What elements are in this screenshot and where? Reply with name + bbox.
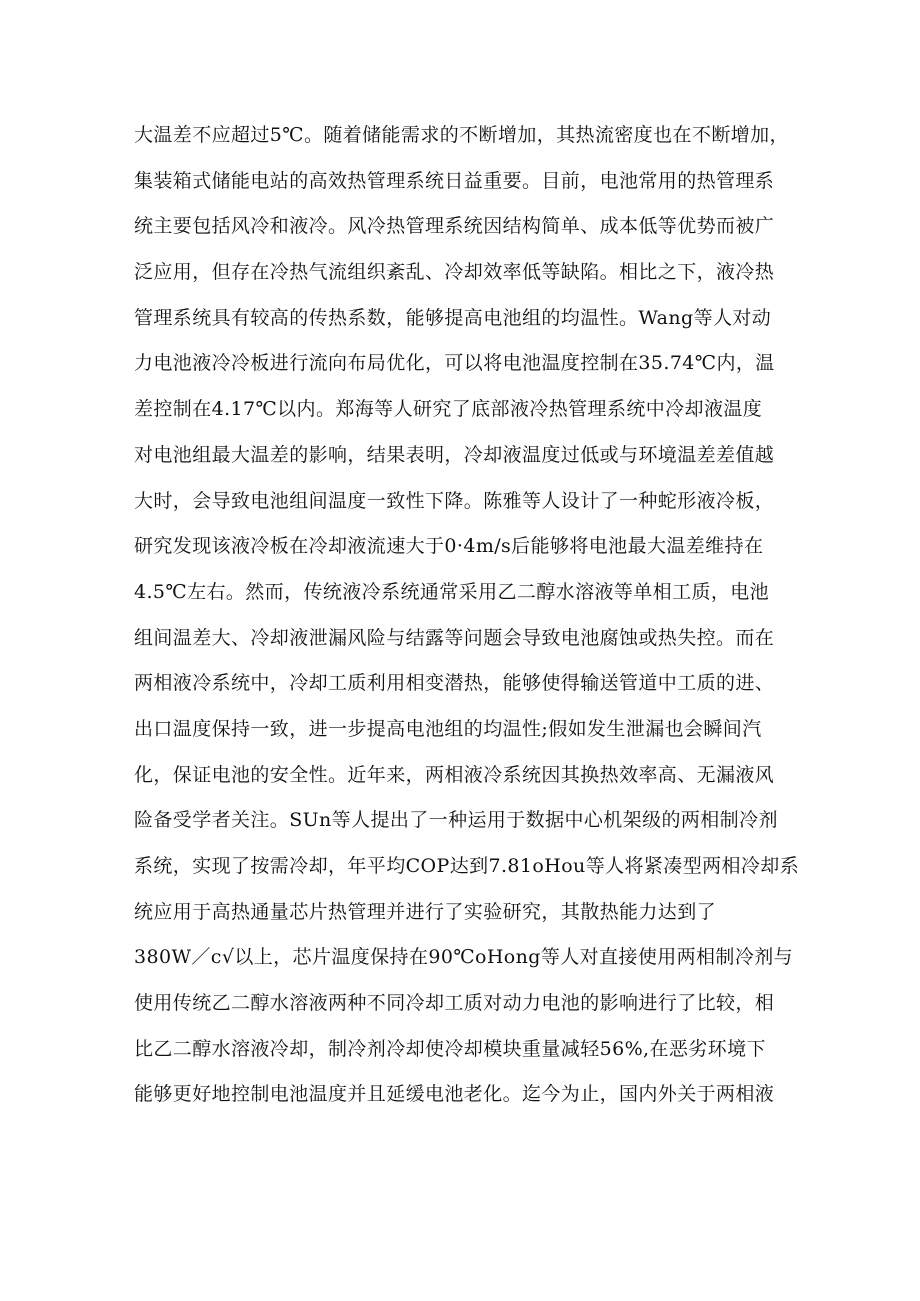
text-line: 化，保证电池的安全性。近年来，两相液冷系统因其换热效率高、无漏液风 [134, 763, 775, 786]
text-line: 统主要包括风冷和液冷。风冷热管理系统因结构简单、成本低等优势而被广 [134, 215, 775, 238]
text-line: 系统，实现了按需冷却，年平均COP达到7.81oHou等人将紧凑型两相冷却系 [134, 855, 800, 877]
text-line: 大时，会导致电池组间温度一致性下降。陈雅等人设计了一种蛇形液冷板， [134, 489, 775, 512]
text-line: 统应用于高热通量芯片热管理并进行了实验研究，其散热能力达到了 [134, 900, 717, 923]
text-line: 差控制在4.17℃以内。郑海等人研究了底部液冷热管理系统中冷却液温度 [134, 398, 763, 421]
text-line: 集装箱式储能电站的高效热管理系统日益重要。目前，电池常用的热管理系 [134, 169, 775, 192]
text-line: 出口温度保持一致，进一步提高电池组的均温性;假如发生泄漏也会瞬间汽 [134, 717, 762, 740]
text-line: 泛应用，但存在冷热气流组织紊乱、冷却效率低等缺陷。相比之下，液冷热 [134, 261, 775, 284]
text-line: 使用传统乙二醇水溶液两种不同冷却工质对动力电池的影响进行了比较，相 [134, 992, 775, 1015]
text-line: 能够更好地控制电池温度并且延缓电池老化。迄今为止，国内外关于两相液 [134, 1083, 775, 1106]
text-line: 研究发现该液冷板在冷却液流速大于0·4m/s后能够将电池最大温差维持在 [134, 535, 764, 558]
text-line: 险备受学者关注。SUn等人提出了一种运用于数据中心机架级的两相制冷剂 [134, 809, 778, 832]
text-line: 两相液冷系统中，冷却工质利用相变潜热，能够使得输送管道中工质的进、 [134, 672, 775, 695]
body-paragraph [134, 113, 804, 1118]
text-line: 力电池液冷冷板进行流向布局优化，可以将电池温度控制在35.74℃内，温 [134, 352, 775, 375]
text-line: 管理系统具有较高的传热系数，能够提高电池组的均温性。Wang等人对动 [134, 306, 772, 329]
text-line: 大温差不应超过5℃。随着储能需求的不断增加，其热流密度也在不断增加， [134, 124, 789, 146]
text-line: 比乙二醇水溶液冷却，制冷剂冷却使冷却模块重量减轻56%,在恶劣环境下 [134, 1037, 766, 1060]
text-line: 对电池组最大温差的影响，结果表明，冷却液温度过低或与环境温差差值越 [134, 443, 775, 466]
text-line: 380W／c√以上，芯片温度保持在90℃oHong等人对直接使用两相制冷剂与 [134, 946, 794, 969]
text-line: 组间温差大、冷却液泄漏风险与结露等问题会导致电池腐蚀或热失控。而在 [134, 626, 775, 649]
text-line: 4.5℃左右。然而，传统液冷系统通常采用乙二醇水溶液等单相工质，电池 [134, 580, 770, 603]
